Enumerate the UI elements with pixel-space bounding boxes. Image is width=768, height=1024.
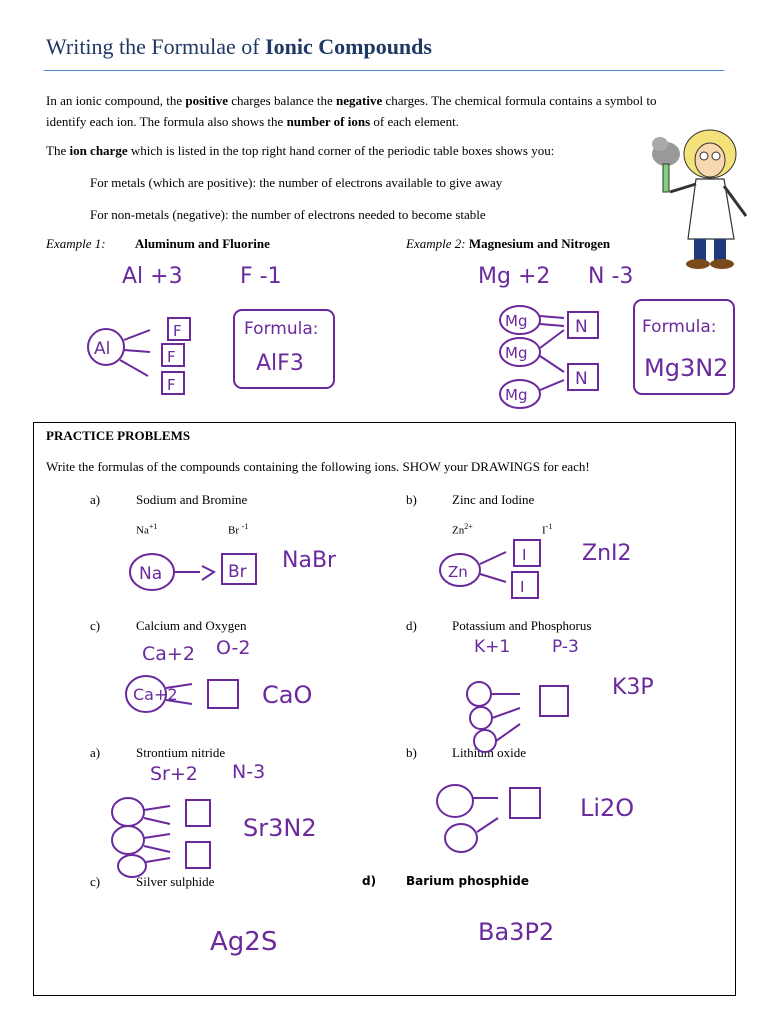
ex2-metal-2: Mg xyxy=(505,344,528,362)
svg-text:Br: Br xyxy=(228,562,247,582)
example-1-heading: Example 1: Aluminum and Fluorine xyxy=(46,236,270,251)
answer-d1: K3P xyxy=(612,675,654,700)
ex2-metal-3: Mg xyxy=(505,386,528,404)
svg-text:P-3: P-3 xyxy=(552,637,579,657)
problem-name: Silver sulphide xyxy=(136,874,215,889)
svg-text:O-2: O-2 xyxy=(216,637,251,659)
problem-name: Lithium oxide xyxy=(452,745,527,760)
problem-letter: a) xyxy=(90,745,101,760)
problem-ion-1: $Na^{+1}$ xyxy=(136,522,158,537)
ex1-formula-label: Formula: xyxy=(244,319,319,339)
svg-text:I: I xyxy=(522,546,527,564)
ex1-nonmetal-2: F xyxy=(167,348,176,366)
ex2-nonmetal-2: N xyxy=(575,369,588,389)
svg-text:Ca+2: Ca+2 xyxy=(133,685,178,704)
ex2-ion2: N -3 xyxy=(588,264,634,289)
ex1-nonmetal-1: F xyxy=(173,322,182,340)
ex1-formula: AlF3 xyxy=(256,351,304,376)
practice-instructions: Write the formulas of the compounds containing the following ions. SHOW your DRAWINGS for each! xyxy=(46,459,590,474)
problem-name: Strontium nitride xyxy=(136,745,226,760)
problem-letter: d) xyxy=(362,874,377,888)
ex2-formula-label: Formula: xyxy=(642,317,717,337)
problem-name: Potassium and Phosphorus xyxy=(452,618,592,633)
problem-letter: a) xyxy=(90,492,101,507)
metals-note: For metals (which are positive): the number of electrons available to give away xyxy=(90,175,503,190)
problem-ion-2: Br $^{-1}$ xyxy=(228,522,249,537)
ex1-ion2: F -1 xyxy=(240,264,282,289)
answer-c1: CaO xyxy=(262,681,313,709)
problem-letter: c) xyxy=(90,618,101,633)
ex2-ion1: Mg +2 xyxy=(478,264,551,289)
ex1-metal-symbol: Al xyxy=(94,339,111,359)
answer-b1: ZnI2 xyxy=(582,541,632,566)
problem-name: Calcium and Oxygen xyxy=(136,618,247,633)
svg-text:Na: Na xyxy=(139,564,163,584)
ex1-ion1: Al +3 xyxy=(122,264,183,289)
svg-text:Sr+2: Sr+2 xyxy=(150,763,198,785)
answer-a1: NaBr xyxy=(282,548,337,573)
problem-letter: d) xyxy=(406,618,417,633)
svg-text:K+1: K+1 xyxy=(474,637,511,657)
svg-text:Ca+2: Ca+2 xyxy=(142,643,195,665)
problem-letter: b) xyxy=(406,492,417,507)
svg-text:N-3: N-3 xyxy=(232,761,266,783)
problem-name: Zinc and Iodine xyxy=(452,492,535,507)
page-title: Writing the Formulae of Ionic Compounds xyxy=(46,34,432,59)
problem-name: Barium phosphide xyxy=(406,874,529,888)
ex1-nonmetal-3: F xyxy=(167,376,176,394)
problem-letter: c) xyxy=(90,874,101,889)
answer-d2: Ba3P2 xyxy=(478,918,555,946)
problem-ion-2: $I^{-1}$ xyxy=(542,522,553,537)
nonmetals-note: For non-metals (negative): the number of electrons needed to become stable xyxy=(90,207,486,222)
svg-text:Zn: Zn xyxy=(448,563,468,581)
answer-a2: Sr3N2 xyxy=(243,814,317,842)
intro-paragraph-2: The ion charge which is listed in the top right hand corner of the periodic table boxes shows you: xyxy=(46,143,555,158)
practice-heading: PRACTICE PROBLEMS xyxy=(46,428,191,443)
svg-text:I: I xyxy=(520,578,525,596)
intro-paragraph-1: In an ionic compound, the positive charges balance the negative charges. The chemical formula contains a symbol to identify each ion. The formula also shows the number of ions of each element. xyxy=(46,93,657,129)
problem-ion-1: $Zn^{2+}$ xyxy=(452,522,473,537)
problem-name: Sodium and Bromine xyxy=(136,492,248,507)
ex2-metal-1: Mg xyxy=(505,312,528,330)
problem-letter: b) xyxy=(406,745,417,760)
example-2-heading: Example 2: Magnesium and Nitrogen xyxy=(406,236,611,251)
ex2-nonmetal-1: N xyxy=(575,317,588,337)
answer-b2: Li2O xyxy=(580,794,635,822)
ex2-formula: Mg3N2 xyxy=(644,354,729,382)
answer-c2: Ag2S xyxy=(210,927,278,957)
